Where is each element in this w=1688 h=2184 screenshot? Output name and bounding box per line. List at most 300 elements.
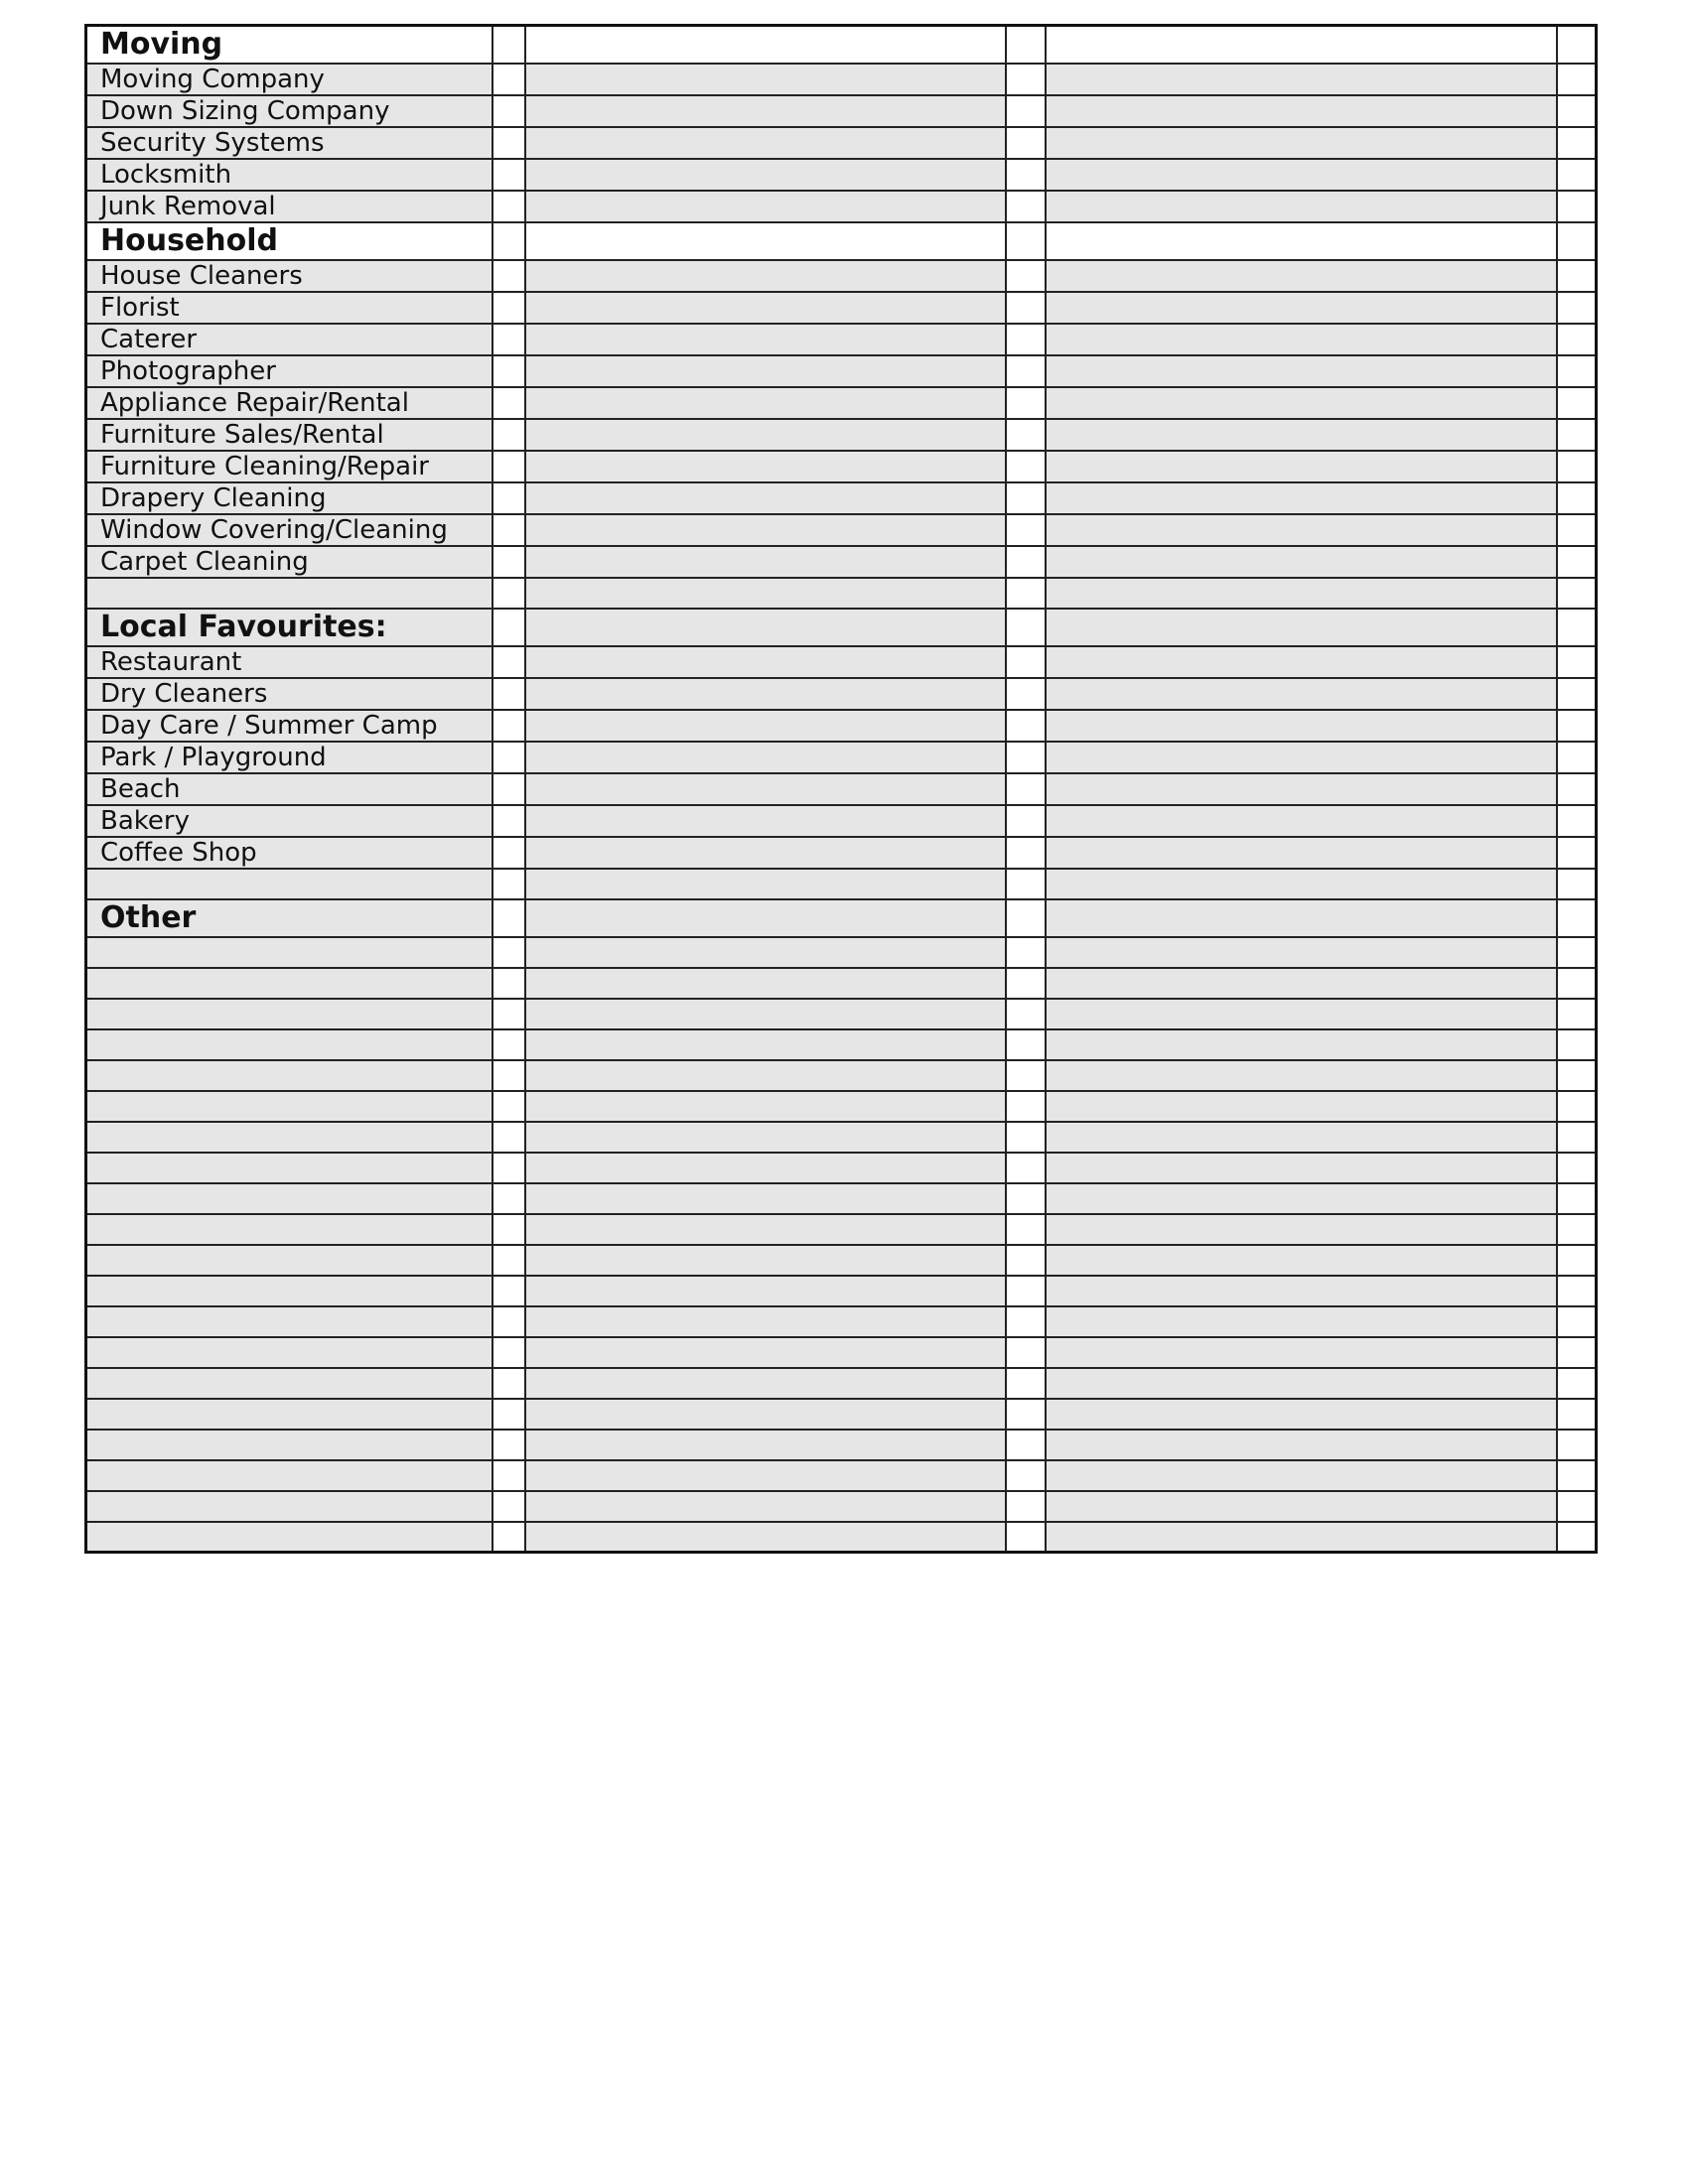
table-row (86, 1430, 1597, 1460)
entry-field[interactable] (1046, 419, 1557, 451)
category-label: Photographer (86, 355, 492, 387)
category-label: Junk Removal (86, 191, 492, 222)
check-box[interactable] (1557, 1153, 1597, 1183)
check-box[interactable] (492, 710, 525, 742)
check-box[interactable] (492, 1029, 525, 1060)
check-box[interactable] (1557, 805, 1597, 837)
check-box[interactable] (1557, 1183, 1597, 1214)
entry-field[interactable] (525, 742, 1006, 773)
entry-field[interactable] (525, 1491, 1006, 1522)
section-header-row (86, 899, 1597, 937)
check-box[interactable] (492, 805, 525, 837)
check-box[interactable] (1557, 1091, 1597, 1122)
check-box[interactable] (492, 968, 525, 999)
check-box[interactable] (492, 578, 525, 609)
check-box[interactable] (1006, 1337, 1046, 1368)
category-label: Coffee Shop (86, 837, 492, 869)
check-box[interactable] (1557, 191, 1597, 222)
check-box[interactable] (1006, 968, 1046, 999)
check-box[interactable] (1557, 869, 1597, 899)
check-box[interactable] (492, 869, 525, 899)
check-box[interactable] (492, 1337, 525, 1368)
check-box[interactable] (1557, 324, 1597, 355)
check-box[interactable] (1006, 869, 1046, 899)
entry-field[interactable] (1046, 222, 1557, 260)
entry-field[interactable] (1046, 1306, 1557, 1337)
entry-field[interactable] (1046, 773, 1557, 805)
entry-field[interactable] (525, 710, 1006, 742)
category-label (86, 1245, 492, 1276)
entry-field[interactable] (525, 1460, 1006, 1491)
check-box[interactable] (1557, 968, 1597, 999)
check-box[interactable] (1006, 95, 1046, 127)
entry-field[interactable] (1046, 710, 1557, 742)
check-box[interactable] (492, 1460, 525, 1491)
entry-field[interactable] (1046, 1029, 1557, 1060)
entry-field[interactable] (525, 1153, 1006, 1183)
check-box[interactable] (1006, 191, 1046, 222)
check-box[interactable] (1557, 710, 1597, 742)
check-box[interactable] (1006, 1491, 1046, 1522)
entry-field[interactable] (1046, 1491, 1557, 1522)
check-box[interactable] (1006, 1214, 1046, 1245)
check-box[interactable] (1006, 646, 1046, 678)
entry-field[interactable] (525, 999, 1006, 1029)
entry-field[interactable] (1046, 1245, 1557, 1276)
entry-field[interactable] (525, 260, 1006, 292)
check-box[interactable] (1557, 1122, 1597, 1153)
check-box[interactable] (1557, 95, 1597, 127)
entry-field[interactable] (1046, 1430, 1557, 1460)
entry-field[interactable] (525, 1245, 1006, 1276)
check-box[interactable] (1006, 773, 1046, 805)
check-box[interactable] (492, 1153, 525, 1183)
check-box[interactable] (1006, 710, 1046, 742)
check-box[interactable] (1006, 578, 1046, 609)
entry-field[interactable] (1046, 26, 1557, 64)
check-box[interactable] (1006, 742, 1046, 773)
check-box[interactable] (1006, 159, 1046, 191)
entry-field[interactable] (1046, 742, 1557, 773)
check-box[interactable] (492, 127, 525, 159)
entry-field[interactable] (525, 419, 1006, 451)
check-box[interactable] (492, 482, 525, 514)
entry-field[interactable] (1046, 451, 1557, 482)
check-box[interactable] (492, 1060, 525, 1091)
entry-field[interactable] (525, 1060, 1006, 1091)
check-box[interactable] (492, 1183, 525, 1214)
check-box[interactable] (1006, 1399, 1046, 1430)
check-box[interactable] (1006, 1060, 1046, 1091)
table-row (86, 546, 1597, 578)
check-box[interactable] (1557, 1306, 1597, 1337)
check-box[interactable] (492, 26, 525, 64)
entry-field[interactable] (1046, 95, 1557, 127)
check-box[interactable] (1006, 546, 1046, 578)
check-box[interactable] (1006, 1091, 1046, 1122)
entry-field[interactable] (1046, 899, 1557, 937)
entry-field[interactable] (525, 1337, 1006, 1368)
check-box[interactable] (1006, 609, 1046, 646)
check-box[interactable] (1557, 26, 1597, 64)
category-label (86, 578, 492, 609)
check-box[interactable] (492, 1491, 525, 1522)
checklist-rows (86, 26, 1597, 1553)
check-box[interactable] (1557, 64, 1597, 95)
category-label (86, 1306, 492, 1337)
check-box[interactable] (492, 95, 525, 127)
entry-field[interactable] (1046, 578, 1557, 609)
check-box[interactable] (1557, 999, 1597, 1029)
check-box[interactable] (492, 1276, 525, 1306)
check-box[interactable] (492, 159, 525, 191)
category-label (86, 1337, 492, 1368)
table-row (86, 1399, 1597, 1430)
check-box[interactable] (492, 1368, 525, 1399)
entry-field[interactable] (525, 773, 1006, 805)
category-label: House Cleaners (86, 260, 492, 292)
check-box[interactable] (1006, 1306, 1046, 1337)
category-label (86, 1368, 492, 1399)
entry-field[interactable] (525, 127, 1006, 159)
check-box[interactable] (492, 222, 525, 260)
check-box[interactable] (1006, 26, 1046, 64)
check-box[interactable] (492, 419, 525, 451)
check-box[interactable] (492, 324, 525, 355)
table-row (86, 937, 1597, 968)
table-row (86, 159, 1597, 191)
entry-field[interactable] (1046, 869, 1557, 899)
category-label: Locksmith (86, 159, 492, 191)
entry-field[interactable] (1046, 646, 1557, 678)
check-box[interactable] (1557, 578, 1597, 609)
entry-field[interactable] (1046, 260, 1557, 292)
entry-field[interactable] (1046, 355, 1557, 387)
entry-field[interactable] (1046, 968, 1557, 999)
check-box[interactable] (1557, 546, 1597, 578)
entry-field[interactable] (1046, 1153, 1557, 1183)
check-box[interactable] (1557, 609, 1597, 646)
entry-field[interactable] (525, 805, 1006, 837)
entry-field[interactable] (1046, 387, 1557, 419)
check-box[interactable] (1557, 1368, 1597, 1399)
table-row (86, 292, 1597, 324)
table-row (86, 1491, 1597, 1522)
entry-field[interactable] (525, 514, 1006, 546)
entry-field[interactable] (525, 292, 1006, 324)
table-row (86, 1153, 1597, 1183)
check-box[interactable] (1557, 899, 1597, 937)
check-box[interactable] (1006, 805, 1046, 837)
table-row (86, 1460, 1597, 1491)
entry-field[interactable] (525, 546, 1006, 578)
check-box[interactable] (1006, 222, 1046, 260)
entry-field[interactable] (525, 355, 1006, 387)
entry-field[interactable] (525, 678, 1006, 710)
entry-field[interactable] (1046, 546, 1557, 578)
check-box[interactable] (492, 742, 525, 773)
table-row (86, 1337, 1597, 1368)
entry-field[interactable] (525, 937, 1006, 968)
check-box[interactable] (492, 609, 525, 646)
entry-field[interactable] (525, 609, 1006, 646)
check-box[interactable] (1006, 1460, 1046, 1491)
entry-field[interactable] (1046, 514, 1557, 546)
entry-field[interactable] (525, 482, 1006, 514)
check-box[interactable] (1006, 419, 1046, 451)
category-label: Bakery (86, 805, 492, 837)
check-box[interactable] (1557, 678, 1597, 710)
check-box[interactable] (492, 1214, 525, 1245)
check-box[interactable] (492, 292, 525, 324)
table-row (86, 1183, 1597, 1214)
check-box[interactable] (492, 999, 525, 1029)
entry-field[interactable] (1046, 999, 1557, 1029)
entry-field[interactable] (1046, 292, 1557, 324)
check-box[interactable] (1006, 292, 1046, 324)
table-row (86, 1060, 1597, 1091)
check-box[interactable] (1006, 324, 1046, 355)
entry-field[interactable] (525, 95, 1006, 127)
entry-field[interactable] (525, 451, 1006, 482)
category-label: Local Favourites: (86, 609, 492, 646)
check-box[interactable] (492, 260, 525, 292)
check-box[interactable] (1557, 260, 1597, 292)
category-label (86, 999, 492, 1029)
entry-field[interactable] (1046, 678, 1557, 710)
check-box[interactable] (492, 514, 525, 546)
entry-field[interactable] (1046, 1091, 1557, 1122)
entry-field[interactable] (525, 159, 1006, 191)
check-box[interactable] (492, 1399, 525, 1430)
check-box[interactable] (492, 646, 525, 678)
entry-field[interactable] (525, 1122, 1006, 1153)
check-box[interactable] (492, 773, 525, 805)
category-label (86, 1491, 492, 1522)
check-box[interactable] (492, 355, 525, 387)
table-row (86, 1214, 1597, 1245)
check-box[interactable] (1557, 1337, 1597, 1368)
check-box[interactable] (1557, 1460, 1597, 1491)
check-box[interactable] (1557, 1399, 1597, 1430)
table-row (86, 419, 1597, 451)
category-label (86, 1399, 492, 1430)
category-label: Drapery Cleaning (86, 482, 492, 514)
entry-field[interactable] (1046, 937, 1557, 968)
check-box[interactable] (1006, 355, 1046, 387)
table-row (86, 742, 1597, 773)
entry-field[interactable] (525, 1306, 1006, 1337)
check-box[interactable] (1557, 773, 1597, 805)
check-box[interactable] (1006, 482, 1046, 514)
entry-field[interactable] (1046, 1337, 1557, 1368)
check-box[interactable] (1006, 678, 1046, 710)
contact-checklist-table (84, 24, 1598, 1554)
check-box[interactable] (1557, 222, 1597, 260)
check-box[interactable] (1557, 1060, 1597, 1091)
check-box[interactable] (492, 1522, 525, 1553)
entry-field[interactable] (525, 1091, 1006, 1122)
table-row (86, 324, 1597, 355)
entry-field[interactable] (525, 1430, 1006, 1460)
check-box[interactable] (1557, 1214, 1597, 1245)
check-box[interactable] (1006, 1153, 1046, 1183)
entry-field[interactable] (525, 968, 1006, 999)
entry-field[interactable] (525, 1522, 1006, 1553)
check-box[interactable] (1557, 1522, 1597, 1553)
entry-field[interactable] (525, 1029, 1006, 1060)
entry-field[interactable] (1046, 191, 1557, 222)
entry-field[interactable] (525, 899, 1006, 937)
check-box[interactable] (1006, 937, 1046, 968)
entry-field[interactable] (525, 1214, 1006, 1245)
entry-field[interactable] (1046, 1368, 1557, 1399)
check-box[interactable] (492, 899, 525, 937)
entry-field[interactable] (525, 1183, 1006, 1214)
entry-field[interactable] (525, 1399, 1006, 1430)
check-box[interactable] (492, 1245, 525, 1276)
check-box[interactable] (1557, 419, 1597, 451)
entry-field[interactable] (1046, 1460, 1557, 1491)
entry-field[interactable] (525, 1368, 1006, 1399)
entry-field[interactable] (525, 646, 1006, 678)
check-box[interactable] (1557, 742, 1597, 773)
category-label: Moving Company (86, 64, 492, 95)
entry-field[interactable] (525, 26, 1006, 64)
check-box[interactable] (1006, 1522, 1046, 1553)
check-box[interactable] (492, 451, 525, 482)
entry-field[interactable] (1046, 805, 1557, 837)
category-label (86, 869, 492, 899)
check-box[interactable] (492, 837, 525, 869)
entry-field[interactable] (1046, 1399, 1557, 1430)
table-row (86, 260, 1597, 292)
table-row (86, 1306, 1597, 1337)
check-box[interactable] (492, 191, 525, 222)
entry-field[interactable] (525, 64, 1006, 95)
check-box[interactable] (1557, 451, 1597, 482)
entry-field[interactable] (525, 222, 1006, 260)
check-box[interactable] (1557, 127, 1597, 159)
entry-field[interactable] (1046, 1183, 1557, 1214)
check-box[interactable] (1557, 292, 1597, 324)
entry-field[interactable] (1046, 64, 1557, 95)
check-box[interactable] (1557, 1276, 1597, 1306)
table-row (86, 1276, 1597, 1306)
check-box[interactable] (1006, 1029, 1046, 1060)
check-box[interactable] (1006, 999, 1046, 1029)
entry-field[interactable] (1046, 1276, 1557, 1306)
table-row (86, 482, 1597, 514)
check-box[interactable] (1557, 837, 1597, 869)
check-box[interactable] (1006, 1430, 1046, 1460)
check-box[interactable] (1006, 127, 1046, 159)
entry-field[interactable] (1046, 482, 1557, 514)
check-box[interactable] (492, 546, 525, 578)
category-label: Beach (86, 773, 492, 805)
table-row (86, 451, 1597, 482)
entry-field[interactable] (525, 869, 1006, 899)
entry-field[interactable] (525, 324, 1006, 355)
table-row (86, 1245, 1597, 1276)
table-row (86, 1091, 1597, 1122)
check-box[interactable] (492, 64, 525, 95)
entry-field[interactable] (525, 837, 1006, 869)
entry-field[interactable] (1046, 127, 1557, 159)
table-row (86, 869, 1597, 899)
category-label (86, 937, 492, 968)
check-box[interactable] (1557, 646, 1597, 678)
category-label: Furniture Sales/Rental (86, 419, 492, 451)
check-box[interactable] (492, 1430, 525, 1460)
entry-field[interactable] (1046, 159, 1557, 191)
table-row (86, 191, 1597, 222)
check-box[interactable] (492, 387, 525, 419)
check-box[interactable] (1006, 837, 1046, 869)
check-box[interactable] (1006, 451, 1046, 482)
check-box[interactable] (1557, 1029, 1597, 1060)
category-label: Other (86, 899, 492, 937)
entry-field[interactable] (525, 578, 1006, 609)
check-box[interactable] (492, 1122, 525, 1153)
section-header-row (86, 609, 1597, 646)
entry-field[interactable] (525, 1276, 1006, 1306)
category-label: Security Systems (86, 127, 492, 159)
table-row (86, 678, 1597, 710)
table-row (86, 355, 1597, 387)
category-label: Window Covering/Cleaning (86, 514, 492, 546)
check-box[interactable] (1557, 1491, 1597, 1522)
entry-field[interactable] (1046, 609, 1557, 646)
check-box[interactable] (492, 1091, 525, 1122)
check-box[interactable] (1557, 937, 1597, 968)
category-label (86, 1430, 492, 1460)
entry-field[interactable] (1046, 1060, 1557, 1091)
table-row (86, 387, 1597, 419)
check-box[interactable] (1006, 899, 1046, 937)
check-box[interactable] (1557, 159, 1597, 191)
check-box[interactable] (492, 678, 525, 710)
check-box[interactable] (1557, 1245, 1597, 1276)
entry-field[interactable] (525, 387, 1006, 419)
check-box[interactable] (1006, 514, 1046, 546)
check-box[interactable] (1557, 355, 1597, 387)
entry-field[interactable] (525, 191, 1006, 222)
check-box[interactable] (1557, 514, 1597, 546)
entry-field[interactable] (1046, 837, 1557, 869)
table-row (86, 710, 1597, 742)
check-box[interactable] (492, 1306, 525, 1337)
category-label: Furniture Cleaning/Repair (86, 451, 492, 482)
check-box[interactable] (1006, 1122, 1046, 1153)
check-box[interactable] (1006, 260, 1046, 292)
check-box[interactable] (1006, 64, 1046, 95)
check-box[interactable] (492, 937, 525, 968)
check-box[interactable] (1006, 387, 1046, 419)
check-box[interactable] (1006, 1368, 1046, 1399)
entry-field[interactable] (1046, 1522, 1557, 1553)
check-box[interactable] (1006, 1245, 1046, 1276)
check-box[interactable] (1006, 1183, 1046, 1214)
table-row (86, 837, 1597, 869)
entry-field[interactable] (1046, 324, 1557, 355)
check-box[interactable] (1006, 1276, 1046, 1306)
check-box[interactable] (1557, 482, 1597, 514)
entry-field[interactable] (1046, 1214, 1557, 1245)
check-box[interactable] (1557, 1430, 1597, 1460)
entry-field[interactable] (1046, 1122, 1557, 1153)
check-box[interactable] (1557, 387, 1597, 419)
